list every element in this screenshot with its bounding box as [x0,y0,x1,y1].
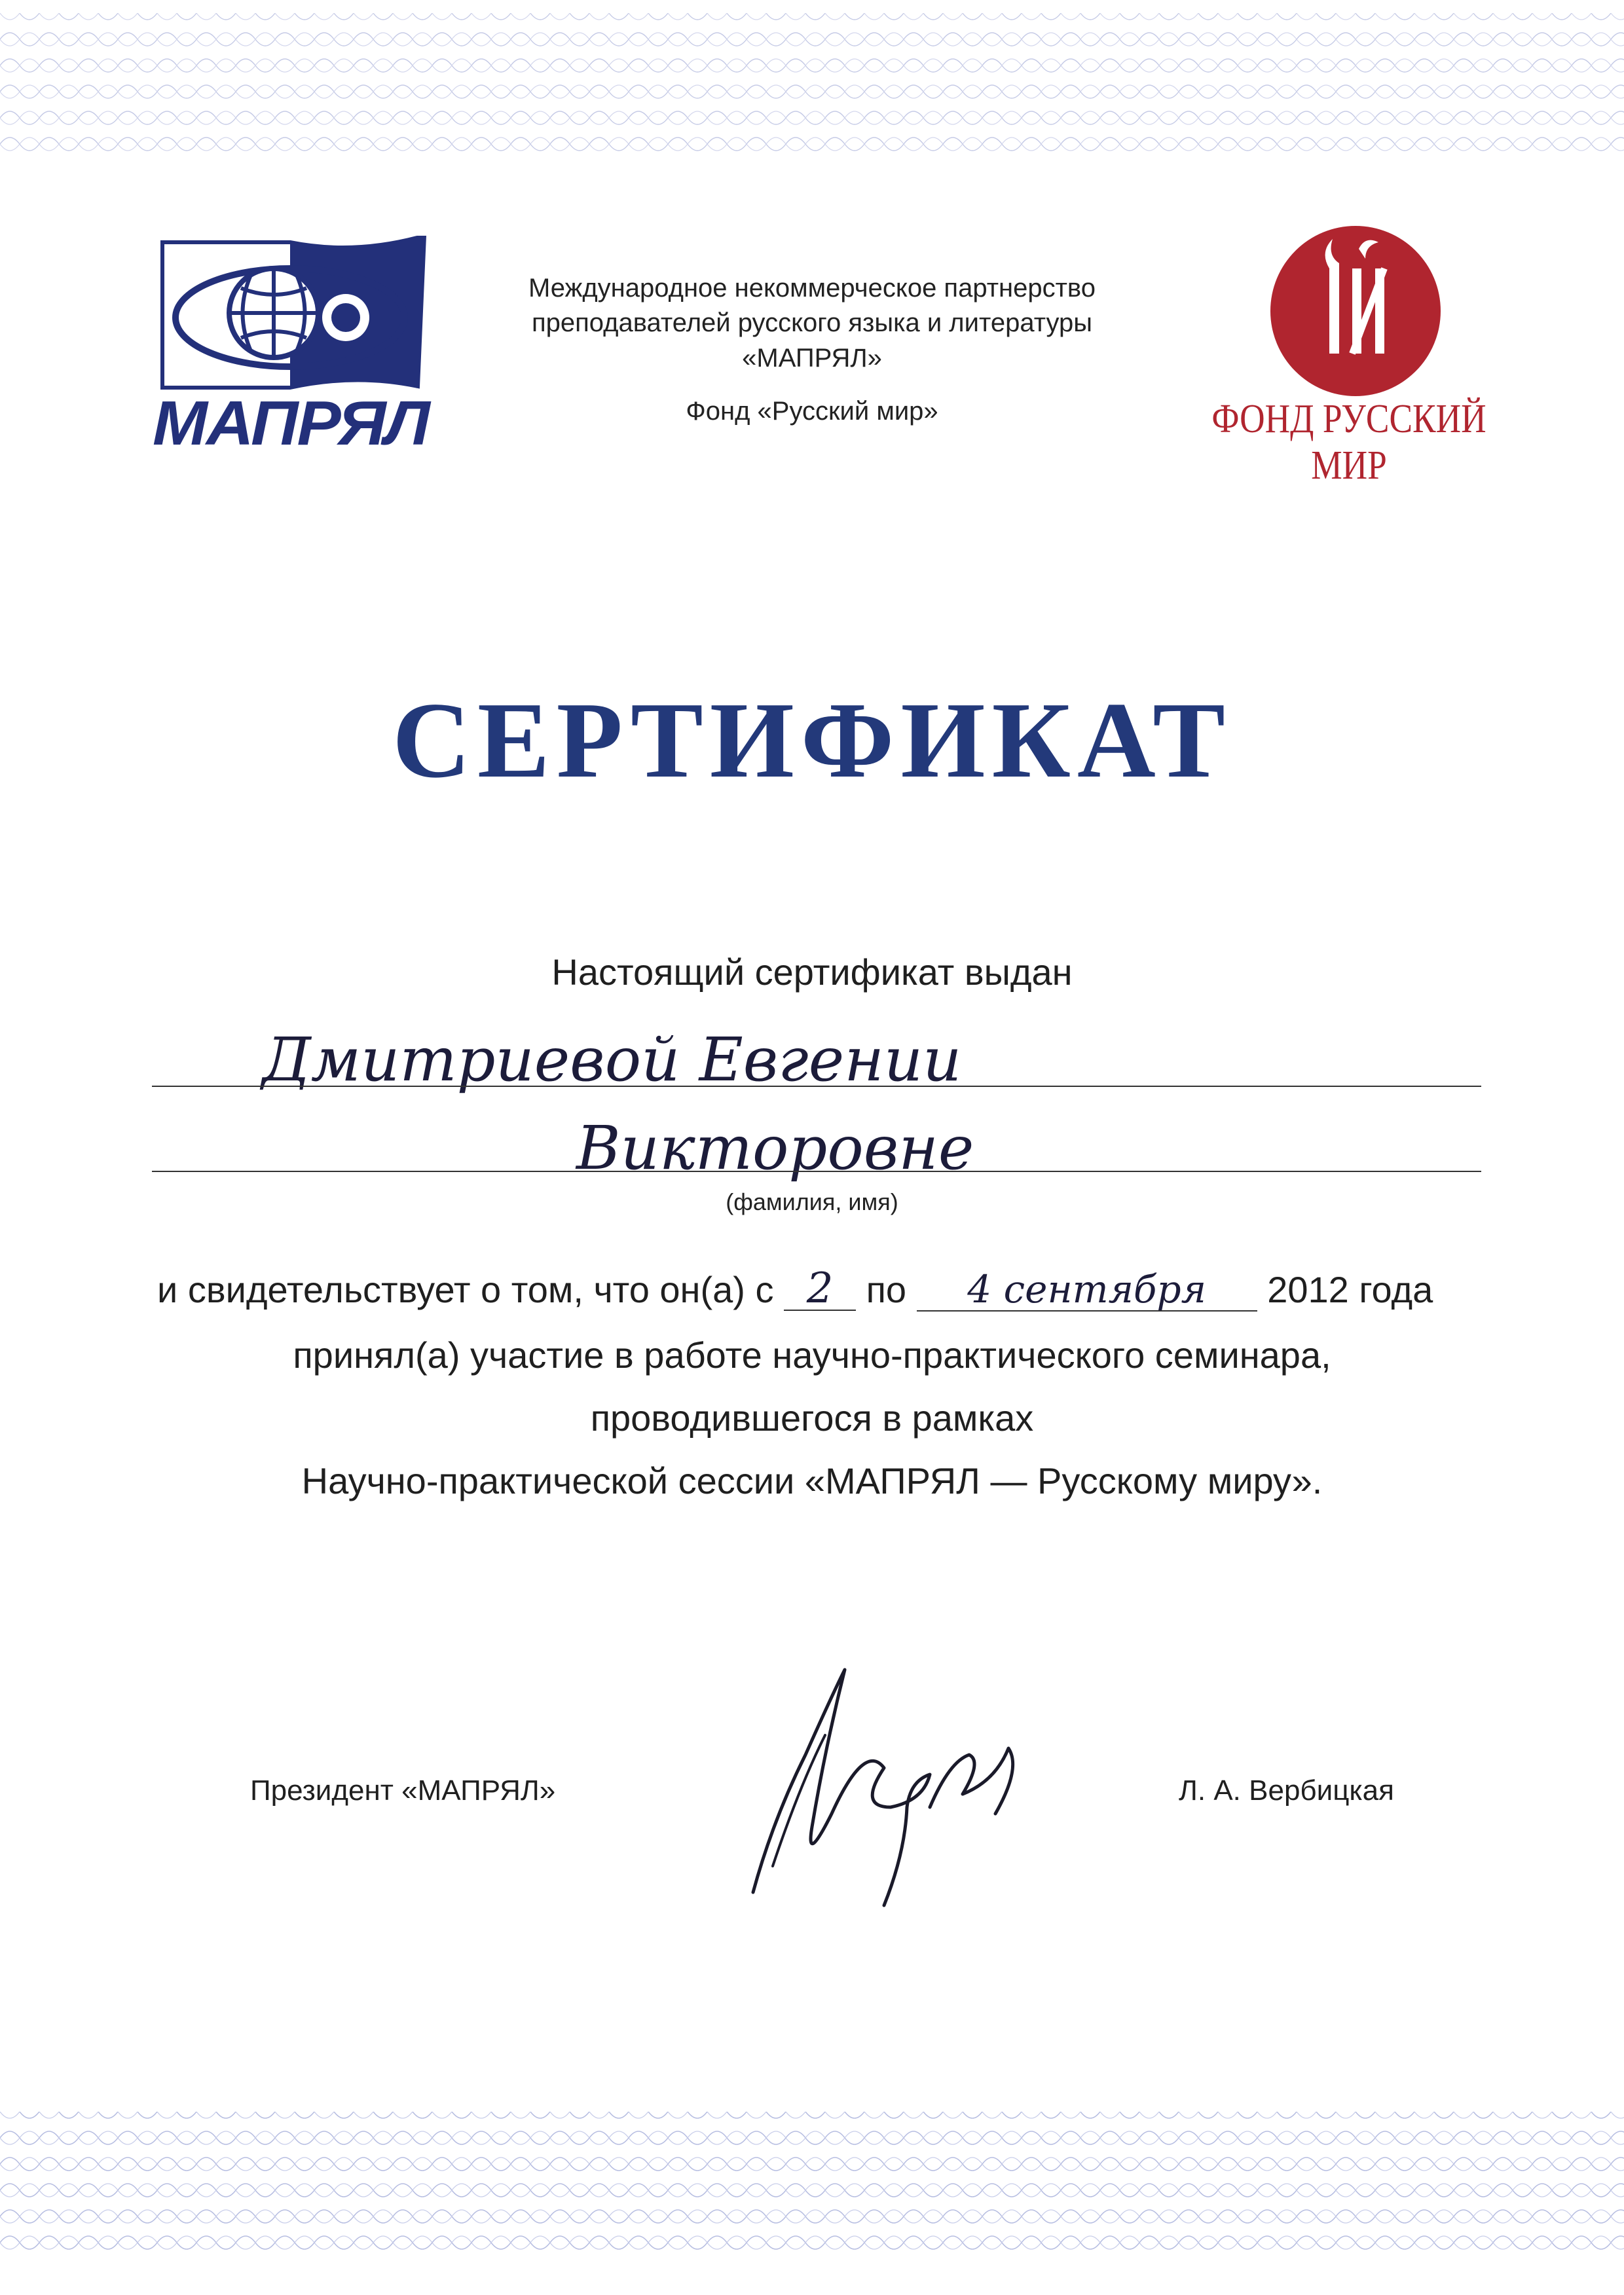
fund-line: Фонд «Русский мир» [686,397,938,426]
recipient-caption: (фамилия, имя) [726,1188,898,1215]
russkiy-mir-logo-text: ФОНД РУССКИЙ МИР [1211,397,1486,488]
statement-mid: по [866,1269,907,1310]
statement-line-1 [157,1264,1493,1313]
recipient-name-line-2: Викторовне [576,1113,974,1183]
russkiy-mir-logo [1267,223,1444,399]
recipient-name-line-1: Дмитриевой Евгении [262,1025,962,1095]
mapryal-logo [159,236,428,393]
recipient-line-2-rule [152,1171,1481,1172]
recipient-line-1-rule [152,1086,1481,1087]
certificate-title: СЕРТИФИКАТ [392,680,1232,800]
signatory-role: Президент «МАПРЯЛ» [250,1774,556,1807]
statement-line-2: принял(а) участие в работе научно-практического семинара, [293,1334,1331,1376]
date-to: 4 сентября [917,1268,1257,1312]
date-from: 2 [784,1268,856,1311]
bottom-guilloche-band [0,2099,1624,2266]
org-line-3: «МАПРЯЛ» [742,344,882,373]
mapryal-logo-text: МАПРЯЛ [153,388,429,458]
org-line-1: Международное некоммерческое партнерство [528,274,1096,303]
statement-prefix: и свидетельствует о том, что он(а) с [157,1269,774,1310]
statement-suffix: 2012 года [1267,1269,1433,1310]
issued-to-line: Настоящий сертификат выдан [551,951,1073,993]
top-guilloche-band [0,0,1624,167]
org-line-2: преподавателей русского языка и литературы [531,308,1093,337]
handwritten-signature [733,1657,1048,1919]
statement-line-3: проводившегося в рамках [590,1397,1034,1439]
statement-line-4: Научно-практической сессии «МАПРЯЛ — Русскому миру». [301,1460,1323,1501]
signatory-name: Л. А. Вербицкая [1179,1774,1394,1807]
